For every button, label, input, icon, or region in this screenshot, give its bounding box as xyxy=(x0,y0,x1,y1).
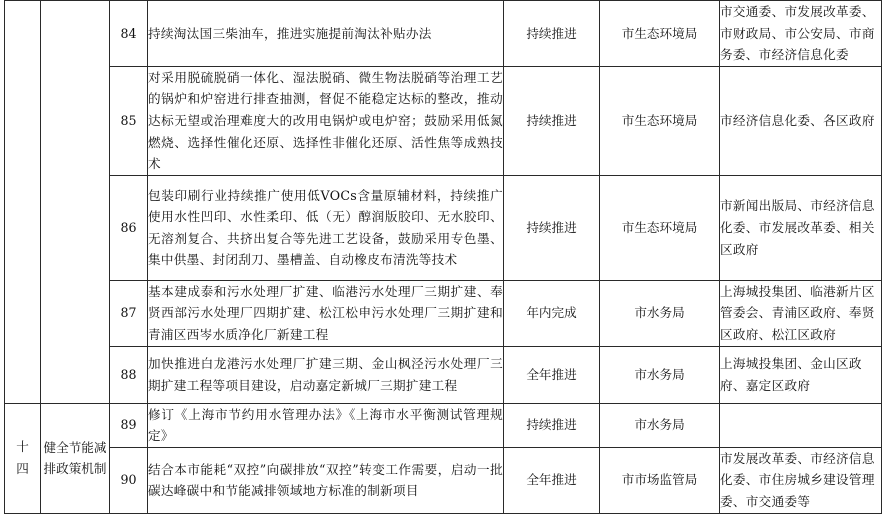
task-cell: 加快推进白龙港污水处理厂扩建三期、金山枫泾污水处理厂三期扩建工程等项目建设，启动嘉定新城厂三期扩建工程 xyxy=(148,346,504,403)
cooperating-departments-cell xyxy=(720,403,882,447)
lead-department-cell: 市水务局 xyxy=(600,346,720,403)
row-number: 85 xyxy=(110,66,148,175)
cooperating-departments-cell: 上海城投集团、临港新片区管委会、青浦区政府、奉贤区政府、松江区政府 xyxy=(720,280,882,346)
cooperating-departments-cell: 市发展改革委、市经济信息化委、市住房城乡建设管理委、市交通委等 xyxy=(720,447,882,513)
progress-cell: 年内完成 xyxy=(504,280,600,346)
table-row xyxy=(5,280,882,346)
cooperating-departments-cell: 市交通委、市发展改革委、市财政局、市公安局、市商务委、市经济信息化委 xyxy=(720,1,882,67)
section-number: 十四 xyxy=(16,439,29,477)
measures-table xyxy=(4,0,882,514)
task-cell: 包装印刷行业持续推广使用低VOCs含量原辅材料，持续推广使用水性凹印、水性柔印、低（无）醇润版胶印、无水胶印、无溶剂复合、共挤出复合等先进工艺设备，鼓励采用专色墨、集中供墨、封闭刮刀、墨槽盖、自动橡皮布清洗等技术 xyxy=(148,175,504,280)
task-cell: 基本建成泰和污水处理厂扩建、临港污水处理厂三期扩建、奉贤西部污水处理厂四期扩建、松江松申污水处理厂三期扩建和青浦区西岑水质净化厂新建工程 xyxy=(148,280,504,346)
cooperating-departments-cell: 市经济信息化委、各区政府 xyxy=(720,66,882,175)
row-number: 90 xyxy=(110,447,148,513)
category-cell xyxy=(41,403,110,513)
progress-cell: 全年推进 xyxy=(504,447,600,513)
lead-department-cell: 市生态环境局 xyxy=(600,66,720,175)
table-row xyxy=(5,175,882,280)
row-number: 88 xyxy=(110,346,148,403)
row-number: 84 xyxy=(110,1,148,67)
section-number-cell xyxy=(5,403,41,513)
table-row xyxy=(5,346,882,403)
task-cell: 结合本市能耗“双控”向碳排放“双控”转变工作需要，启动一批碳达峰碳中和节能减排领域地方标准的制新项目 xyxy=(148,447,504,513)
lead-department-cell: 市水务局 xyxy=(600,403,720,447)
progress-cell: 持续推进 xyxy=(504,175,600,280)
task-cell: 持续淘汰国三柴油车，推进实施提前淘汰补贴办法 xyxy=(148,1,504,67)
task-cell: 对采用脱硫脱硝一体化、湿法脱硝、微生物法脱硝等治理工艺的锅炉和炉窑进行排查抽测，督促不能稳定达标的整改，推动达标无望或治理难度大的改用电锅炉或电炉窑；鼓励采用低氮燃烧、选择性催化还原、选择性非催化还原、活性焦等成熟技术 xyxy=(148,66,504,175)
table-row xyxy=(5,66,882,175)
progress-cell: 全年推进 xyxy=(504,346,600,403)
lead-department-cell: 市市场监管局 xyxy=(600,447,720,513)
section-number-cell xyxy=(5,1,41,404)
lead-department-cell: 市生态环境局 xyxy=(600,1,720,67)
progress-cell: 持续推进 xyxy=(504,403,600,447)
row-number: 89 xyxy=(110,403,148,447)
lead-department-cell: 市生态环境局 xyxy=(600,175,720,280)
category-cell xyxy=(41,1,110,404)
progress-cell: 持续推进 xyxy=(504,1,600,67)
table-row xyxy=(5,403,882,447)
category-label: 健全节能减排政策机制 xyxy=(43,439,107,476)
lead-department-cell: 市水务局 xyxy=(600,280,720,346)
cooperating-departments-cell: 市新闻出版局、市经济信息化委、市发展改革委、相关区政府 xyxy=(720,175,882,280)
cooperating-departments-cell: 上海城投集团、金山区政府、嘉定区政府 xyxy=(720,346,882,403)
row-number: 87 xyxy=(110,280,148,346)
task-cell: 修订《上海市节约用水管理办法》《上海市水平衡测试管理规定》 xyxy=(148,403,504,447)
table-row xyxy=(5,1,882,67)
progress-cell: 持续推进 xyxy=(504,66,600,175)
row-number: 86 xyxy=(110,175,148,280)
table-row xyxy=(5,447,882,513)
